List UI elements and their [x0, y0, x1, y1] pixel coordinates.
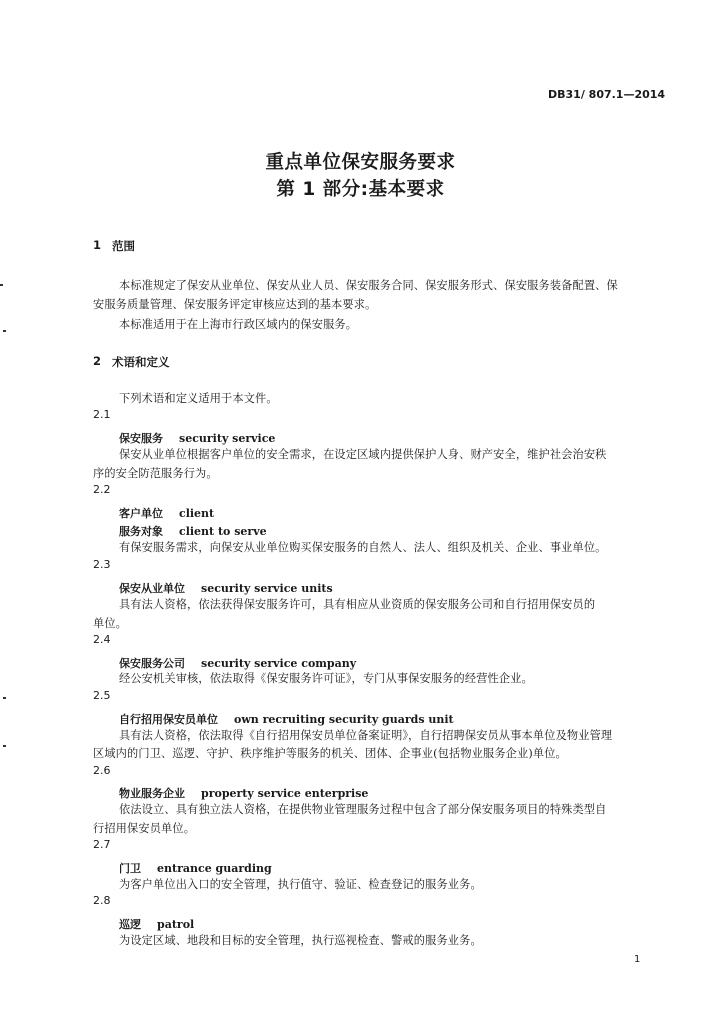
term-zh: 服务对象 [119, 525, 163, 538]
term-en: security service units [201, 582, 333, 595]
term-definition-line-2: 区域内的门卫、巡逻、守护、秩序维护等服务的机关、团体、企事业(包括物业服务企业)单位。 [93, 747, 567, 760]
section-2-heading: 术语和定义 [112, 355, 170, 369]
term-number: 2.4 [93, 633, 111, 646]
term-heading [119, 652, 356, 671]
term-en: client to serve [179, 525, 267, 538]
term-definition-line-1: 具有法人资格，依法取得《自行招用保安员单位备案证明》，自行招聘保安员从事本单位及物业管理 [119, 729, 613, 742]
term-en: property service enterprise [201, 787, 369, 800]
term-definition-line-1: 为客户单位出入口的安全管理，执行值守、验证、检查登记的服务业务。 [119, 878, 482, 891]
term-definition-line-1: 有保安服务需求，向保安从业单位购买保安服务的自然人、法人、组织及机关、企业、事业单位。 [119, 541, 607, 554]
term-heading [119, 782, 368, 801]
term-heading [119, 427, 275, 446]
term-number: 2.8 [93, 894, 111, 907]
doc-subtitle: 第 1 部分:基本要求 [276, 179, 445, 200]
term-en: patrol [157, 918, 195, 931]
term-zh: 保安服务 [119, 432, 163, 445]
scope-para-1-line-1: 本标准规定了保安从业单位、保安从业人员、保安服务合同、保安服务形式、保安服务装备配置、保 [119, 279, 618, 292]
section-1-heading: 范围 [112, 239, 135, 253]
term-definition-line-1: 具有法人资格，依法获得保安服务许可，具有相应从业资质的保安服务公司和自行招用保安员的 [119, 598, 596, 611]
section-1-number: 1 [93, 238, 102, 252]
term-number: 2.5 [93, 689, 111, 702]
term-heading [119, 708, 454, 727]
term-number: 2.7 [93, 838, 111, 851]
term-number: 2.3 [93, 558, 111, 571]
term-heading [119, 502, 214, 521]
scope-para-1-line-2: 安服务质量管理、保安服务评定审核应达到的基本要求。 [93, 298, 377, 311]
section-2-number: 2 [93, 354, 102, 368]
term-zh: 客户单位 [119, 507, 163, 520]
term-zh: 自行招用保安员单位 [119, 713, 218, 726]
term-en: own recruiting security guards unit [234, 713, 454, 726]
term-zh: 门卫 [119, 862, 141, 875]
standard-number: DB31/ 807.1—2014 [548, 88, 666, 101]
scan-speck [3, 745, 6, 747]
term-definition-line-2: 序的安全防范服务行为。 [93, 467, 218, 480]
term-number: 2.2 [93, 483, 111, 496]
terms-intro: 下列术语和定义适用于本文件。 [119, 392, 278, 405]
term-definition-line-1: 保安从业单位根据客户单位的安全需求，在设定区域内提供保护人身、财产安全，维护社会治安秩 [119, 448, 607, 461]
term-number: 2.1 [93, 408, 111, 421]
term-definition-line-2: 单位。 [93, 617, 128, 630]
term-heading [119, 913, 194, 932]
term-en: entrance guarding [157, 862, 272, 875]
term-number: 2.6 [93, 764, 111, 777]
term-definition-line-1: 为设定区域、地段和目标的安全管理，执行巡视检查、警戒的服务业务。 [119, 934, 482, 947]
scan-speck [3, 330, 6, 332]
term-en: security service company [201, 657, 357, 670]
term-en: security service [179, 432, 276, 445]
term-en: client [179, 507, 215, 520]
term-heading [119, 577, 333, 596]
term-definition-line-1: 经公安机关审核，依法取得《保安服务许可证》，专门从事保安服务的经营性企业。 [119, 672, 533, 685]
term-zh: 保安从业单位 [119, 582, 185, 595]
term-heading-alt [119, 520, 267, 539]
term-definition-line-1: 依法设立、具有独立法人资格，在提供物业管理服务过程中包含了部分保安服务项目的特殊类型自 [119, 803, 607, 816]
scope-para-2: 本标准适用于在上海市行政区域内的保安服务。 [119, 318, 358, 331]
page-number: 1 [634, 954, 641, 965]
term-zh: 巡逻 [119, 918, 141, 931]
doc-title: 重点单位保安服务要求 [265, 152, 456, 173]
term-zh: 物业服务企业 [119, 787, 185, 800]
scan-speck [3, 697, 6, 699]
term-zh: 保安服务公司 [119, 657, 185, 670]
scan-speck [0, 284, 3, 286]
term-heading [119, 857, 272, 876]
term-definition-line-2: 行招用保安员单位。 [93, 822, 196, 835]
